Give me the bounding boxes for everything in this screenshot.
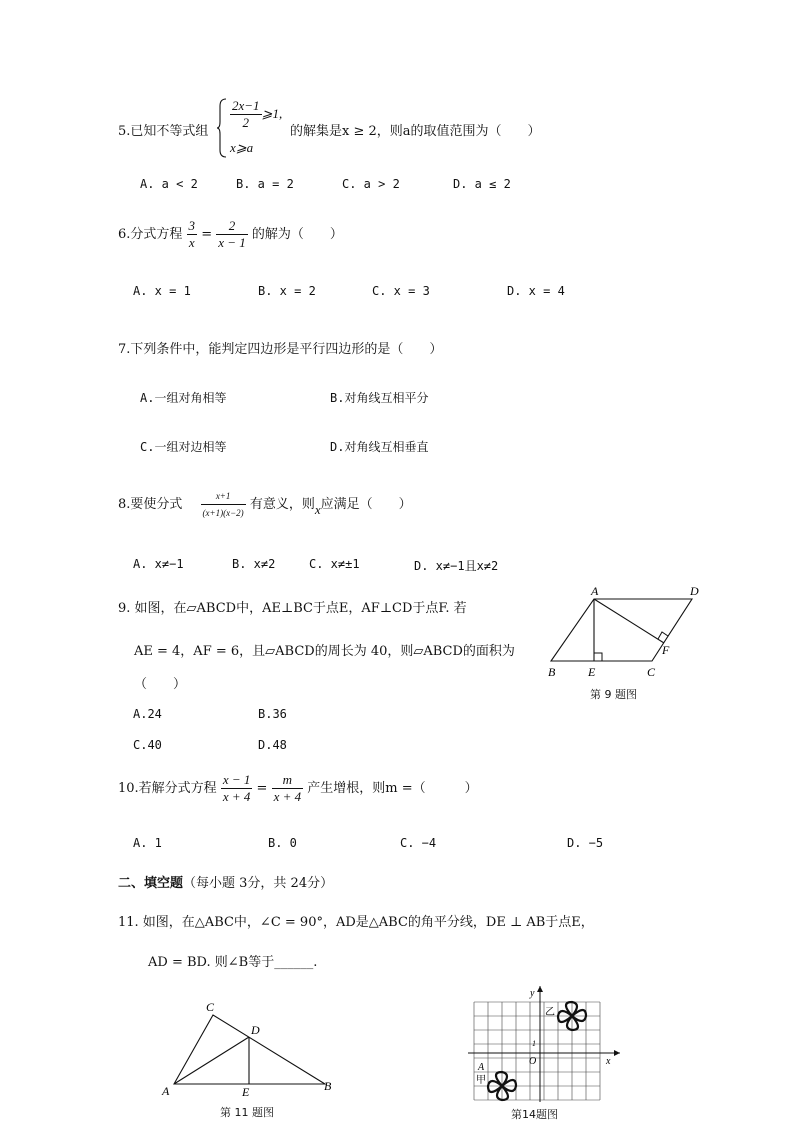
label-y: y (530, 988, 535, 999)
label-b: B (324, 1079, 332, 1093)
segment-ad (174, 1037, 249, 1084)
label-c: C (647, 665, 656, 679)
q6-option-b: B. x = 2 (258, 284, 316, 298)
q5-option-c: C. a > 2 (342, 177, 400, 191)
q9-option-a: A.24 (133, 707, 162, 721)
q6-prefix: 6.分式方程 (118, 227, 183, 242)
section2-title: 二、填空题 (118, 876, 184, 891)
q5-line2: x⩾a (230, 140, 254, 155)
label-c: C (206, 1000, 215, 1014)
q5-option-a: A. a < 2 (140, 177, 198, 191)
brace-icon (216, 98, 228, 158)
q8-option-c: C. x≠±1 (309, 557, 360, 571)
q7-option-a: A.一组对角相等 (140, 391, 227, 405)
q9-line2: AE = 4，AF = 6，且▱ABCD的周长为 40，则▱ABCD的面积为 (134, 644, 515, 659)
label-x: x (606, 1056, 611, 1067)
label-b: B (548, 665, 556, 679)
label-a: A (478, 1062, 485, 1073)
y-axis-arrow-icon (537, 986, 543, 992)
label-origin: O (529, 1056, 537, 1067)
q11-line2: AD = BD. 则∠B等于______. (148, 955, 318, 970)
label-d: D (690, 584, 699, 598)
q10-rhs-fraction: $\frac{m}{x + 4}$ (273, 772, 302, 804)
q8: 8.要使分式 $\frac{x+1}{(x+1)(x-2)}$ 有意义，则x应满足（ ） (118, 488, 412, 521)
label-e: E (242, 1085, 250, 1099)
q9-option-c: C.40 (133, 738, 162, 752)
q9-figure-caption: 第 9 题图 (590, 688, 637, 701)
q8-option-d: D. x≠−1且x≠2 (414, 559, 499, 573)
q7-stem: 7.下列条件中，能判定四边形是平行四边形的是（ ） (118, 342, 443, 357)
label-one: 1 (532, 1039, 536, 1048)
q6: 6.分式方程 $\frac{3}{x}$ = $\frac{2}{x - 1}$ 的解为（ ） (118, 218, 343, 250)
label-d: D (251, 1023, 260, 1037)
q10-option-d: D. −5 (567, 836, 604, 850)
section2-heading (118, 872, 333, 891)
q11-figure-caption: 第 11 题图 (220, 1106, 274, 1119)
q9-figure (540, 580, 710, 680)
q5-option-b: B. a = 2 (236, 177, 294, 191)
x-axis-arrow-icon (614, 1050, 620, 1056)
q6-lhs-fraction: $\frac{3}{x}$ (188, 218, 196, 250)
q8-option-a: A. x≠−1 (133, 557, 184, 571)
label-yi: 乙 (545, 1007, 555, 1018)
q10-prefix: 10.若解分式方程 (118, 781, 217, 796)
q14-figure (468, 982, 628, 1106)
right-angle-mark-e (594, 653, 602, 661)
q8-fraction: $\frac{x+1}{(x+1)(x-2)}$ (201, 488, 246, 521)
label-jia: 甲 (476, 1075, 486, 1086)
q7-option-c: C.一组对边相等 (140, 440, 227, 454)
q6-rhs-fraction: $\frac{2}{x - 1}$ (218, 218, 246, 250)
q11-figure (155, 995, 345, 1100)
q6-option-a: A. x = 1 (133, 284, 191, 298)
section2-note: （每小题 3分，共 24分） (183, 876, 334, 891)
label-f: F (662, 643, 670, 657)
q8-mid: 有意义，则 (249, 497, 315, 512)
q5-suffix: 的解集是x ≥ 2，则a的取值范围为（ ） (290, 124, 541, 139)
q8-option-b: B. x≠2 (232, 557, 276, 571)
parallelogram-abcd (551, 599, 692, 661)
q8-suffix: 应满足（ ） (320, 497, 412, 512)
label-a: A (162, 1084, 170, 1098)
q7-option-b: B.对角线互相平分 (330, 391, 429, 405)
q9-line1: 9. 如图，在▱ABCD中，AE⊥BC于点E，AF⊥CD于点F. 若 (118, 601, 467, 616)
q9-line3: （ ） (134, 677, 187, 692)
q10-option-a: A. 1 (133, 836, 162, 850)
q9-option-b: B.36 (258, 707, 287, 721)
q10: 10.若解分式方程 $\frac{x - 1}{x + 4}$ = $\frac{m}{x + 4}$ 产生增根，则m =（ ） (118, 772, 478, 804)
q7-option-d: D.对角线互相垂直 (330, 440, 429, 454)
q9-option-d: D.48 (258, 738, 287, 752)
q6-option-c: C. x = 3 (372, 284, 430, 298)
q5-fraction: $\frac{2x-1}{2}$ (232, 98, 260, 130)
label-e: E (588, 665, 596, 679)
grid-lines (474, 1002, 600, 1100)
q6-option-d: D. x = 4 (507, 284, 565, 298)
label-a: A (591, 584, 599, 598)
q10-option-c: C. −4 (400, 836, 437, 850)
q10-suffix: 产生增根，则m =（ ） (307, 781, 478, 796)
q10-option-b: B. 0 (268, 836, 297, 850)
q6-suffix: 的解为（ ） (251, 227, 343, 242)
q8-prefix: 8.要使分式 (118, 497, 183, 512)
q5-prefix: 5.已知不等式组 (118, 124, 209, 139)
q5-option-d: D. a ≤ 2 (453, 177, 511, 191)
segment-af (594, 599, 664, 643)
q10-lhs-fraction: $\frac{x - 1}{x + 4}$ (222, 772, 251, 804)
q11-line1: 11. 如图，在△ABC中，∠C = 90°，AD是△ABC的角平分线，DE ⊥ AB于点E， (118, 915, 594, 930)
q14-figure-caption: 第14题图 (511, 1108, 558, 1121)
